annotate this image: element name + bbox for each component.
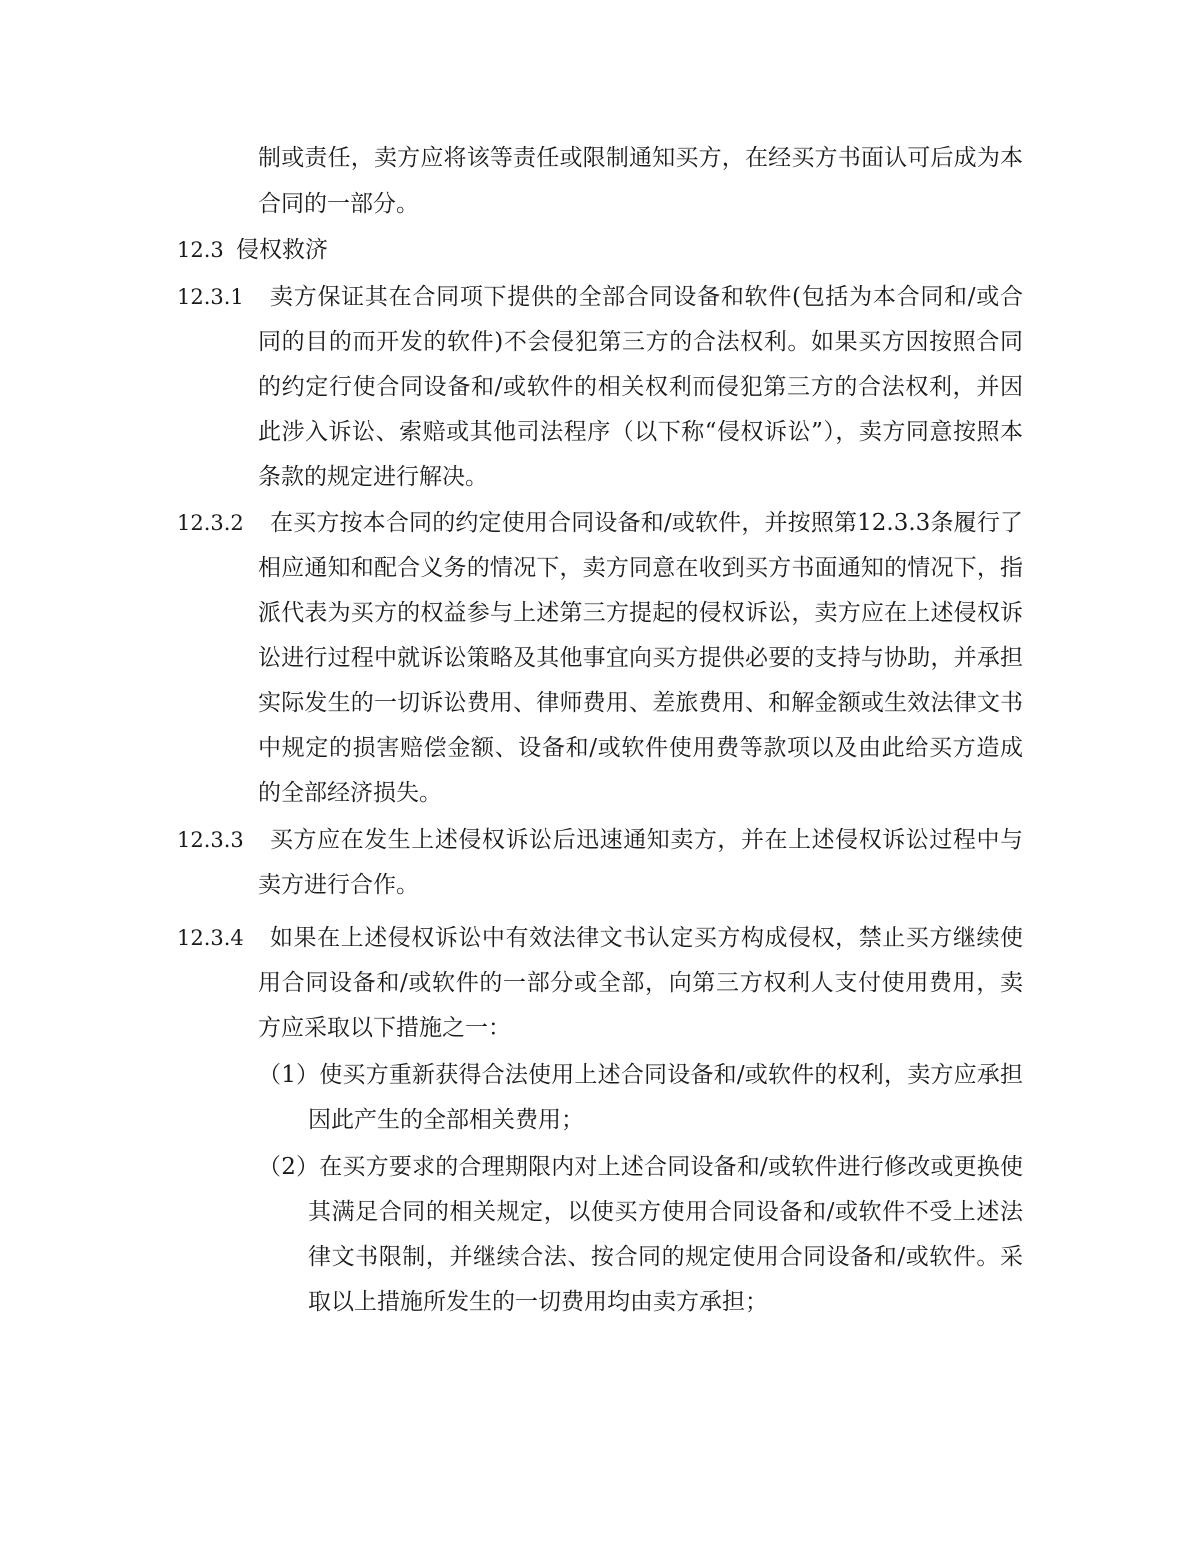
text-line: 用合同设备和/或软件的一部分或全部，向第三方权利人支付使用费用，卖 bbox=[258, 970, 1023, 996]
clause-number: 12.3.1 bbox=[177, 285, 244, 309]
text-line: 买方应在发生上述侵权诉讼后迅速通知卖方，并在上述侵权诉讼过程中与 bbox=[270, 827, 1023, 853]
text-line: 合同的一部分。 bbox=[258, 191, 419, 217]
text-line: 条款的规定进行解决。 bbox=[258, 464, 488, 490]
text-line: 制或责任，卖方应将该等责任或限制通知买方，在经买方书面认可后成为本 bbox=[258, 145, 1023, 171]
text-line: 讼进行过程中就诉讼策略及其他事宜向买方提供必要的支持与协助，并承担 bbox=[258, 645, 1023, 671]
text-line: 取以上措施所发生的一切费用均由卖方承担； bbox=[308, 1289, 768, 1315]
section-title: 侵权救济 bbox=[236, 237, 328, 263]
text-line: 相应通知和配合义务的情况下，卖方同意在收到买方书面通知的情况下，指 bbox=[258, 555, 1023, 581]
text-line: （1）使买方重新获得合法使用上述合同设备和/或软件的权利，卖方应承担 bbox=[258, 1062, 1023, 1088]
text-line: 派代表为买方的权益参与上述第三方提起的侵权诉讼，卖方应在上述侵权诉 bbox=[258, 600, 1023, 626]
text-line: 的约定行使合同设备和/或软件的相关权利而侵犯第三方的合法权利，并因 bbox=[258, 374, 1023, 400]
clause-number: 12.3.2 bbox=[177, 511, 244, 535]
text-line: 的全部经济损失。 bbox=[258, 780, 442, 806]
text-line: 实际发生的一切诉讼费用、律师费用、差旅费用、和解金额或生效法律文书 bbox=[258, 690, 1023, 716]
text-line: 其满足合同的相关规定，以使买方使用合同设备和/或软件不受上述法 bbox=[308, 1199, 1023, 1225]
text-line: 卖方保证其在合同项下提供的全部合同设备和软件(包括为本合同和/或合 bbox=[270, 284, 1023, 310]
text-line: 如果在上述侵权诉讼中有效法律文书认定买方构成侵权，禁止买方继续使 bbox=[270, 925, 1023, 951]
text-line: 中规定的损害赔偿金额、设备和/或软件使用费等款项以及由此给买方造成 bbox=[258, 735, 1023, 761]
text-line: 方应采取以下措施之一： bbox=[258, 1015, 511, 1041]
clause-number: 12.3.4 bbox=[177, 926, 244, 950]
text-line: 此涉入诉讼、索赔或其他司法程序（以下称“侵权诉讼”），卖方同意按照本 bbox=[258, 419, 1023, 445]
text-line: 卖方进行合作。 bbox=[258, 872, 419, 898]
clause-number: 12.3.3 bbox=[177, 828, 244, 852]
text-line: （2）在买方要求的合理期限内对上述合同设备和/或软件进行修改或更换使 bbox=[258, 1154, 1023, 1180]
text-line: 在买方按本合同的约定使用合同设备和/或软件，并按照第12.3.3条履行了 bbox=[270, 510, 1023, 536]
text-line: 同的目的而开发的软件)不会侵犯第三方的合法权利。如果买方因按照合同 bbox=[258, 329, 1023, 355]
text-line: 因此产生的全部相关费用； bbox=[308, 1107, 584, 1133]
text-line: 律文书限制，并继续合法、按合同的规定使用合同设备和/或软件。采 bbox=[308, 1244, 1023, 1270]
section-number: 12.3 bbox=[177, 238, 224, 262]
